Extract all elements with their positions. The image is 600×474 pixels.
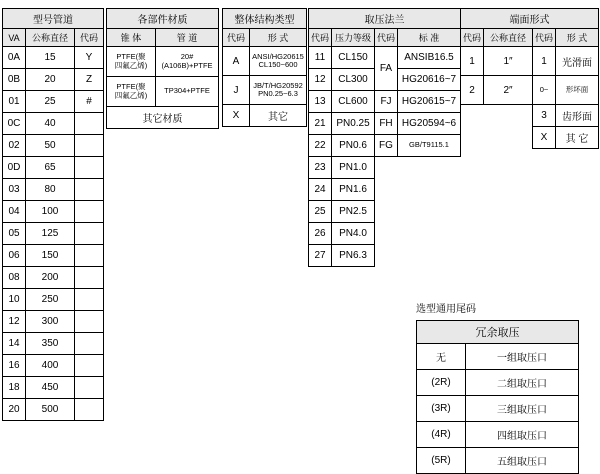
table-cell: 50 xyxy=(26,135,75,157)
table-cell: 150 xyxy=(26,245,75,267)
tail-title: 冗余取压 xyxy=(417,321,579,344)
table-cell: 03 xyxy=(3,179,26,201)
table-cell: 25 xyxy=(26,91,75,113)
spacer xyxy=(375,223,398,245)
table-cell: 其 它 xyxy=(556,127,599,149)
pipe-col-va: VA xyxy=(3,29,26,47)
structure-col-code: 代码 xyxy=(223,29,250,47)
flange-col-code2: 代码 xyxy=(375,29,398,47)
table-cell: 26 xyxy=(309,223,332,245)
table-cell: 40 xyxy=(26,113,75,135)
table-cell: 22 xyxy=(309,135,332,157)
endform-title: 端面形式 xyxy=(461,9,599,29)
table-cell: 05 xyxy=(3,223,26,245)
table-cell: 三组取压口 xyxy=(466,396,579,422)
table-cell: 1″ xyxy=(484,47,533,76)
table-cell: 二组取压口 xyxy=(466,370,579,396)
table-cell: 五组取压口 xyxy=(466,448,579,474)
table-cell: PN6.3 xyxy=(332,245,375,267)
table-cell: 25 xyxy=(309,201,332,223)
table-cell: HG20594~6 xyxy=(398,113,461,135)
table-cell: 80 xyxy=(26,179,75,201)
table-cell: 250 xyxy=(26,289,75,311)
spacer xyxy=(484,105,533,127)
table-cell: 400 xyxy=(26,355,75,377)
flange-col-code: 代码 xyxy=(309,29,332,47)
material-col-cone: 锥 体 xyxy=(107,29,156,47)
table-cell xyxy=(75,333,104,355)
table-cell: 20 xyxy=(26,69,75,91)
table-cell xyxy=(75,311,104,333)
table-cell xyxy=(75,267,104,289)
table-cell xyxy=(75,135,104,157)
table-cell: HG20615~7 xyxy=(398,91,461,113)
table-cell: 光滑面 xyxy=(556,47,599,76)
table-cell xyxy=(75,157,104,179)
table-cell: PN1.6 xyxy=(332,179,375,201)
table-cell: 08 xyxy=(3,267,26,289)
table-cell: # xyxy=(75,91,104,113)
table-cell: 23 xyxy=(309,157,332,179)
spacer xyxy=(375,157,398,179)
pipe-col-dn: 公称直径 xyxy=(26,29,75,47)
flange-col-std: 标 准 xyxy=(398,29,461,47)
table-cell xyxy=(75,179,104,201)
table-cell: PTFE(聚 四氟乙烯) xyxy=(107,47,156,77)
structure-col-form: 形 式 xyxy=(250,29,307,47)
structure-title: 整体结构类型 xyxy=(223,9,307,29)
spacer xyxy=(398,223,461,245)
table-cell: 形坏面 xyxy=(556,76,599,105)
pipe-title: 型号管道 xyxy=(3,9,104,29)
table-cell xyxy=(75,355,104,377)
flange-col-class: 压力等级 xyxy=(332,29,375,47)
table-cell xyxy=(75,289,104,311)
table-cell: 0D xyxy=(3,157,26,179)
material-table xyxy=(106,8,219,129)
table-cell: GB/T9115.1 xyxy=(398,135,461,157)
table-cell: PN0.25 xyxy=(332,113,375,135)
spacer xyxy=(398,157,461,179)
table-cell: 65 xyxy=(26,157,75,179)
table-cell: FA xyxy=(375,47,398,91)
table-cell: 125 xyxy=(26,223,75,245)
table-cell: CL150 xyxy=(332,47,375,69)
spacer xyxy=(398,201,461,223)
table-cell: 0C xyxy=(3,113,26,135)
table-cell: PN4.0 xyxy=(332,223,375,245)
table-cell: 一组取压口 xyxy=(466,344,579,370)
table-cell: 16 xyxy=(3,355,26,377)
table-cell: 21 xyxy=(309,113,332,135)
table-cell: 20#(A106B)+PTFE xyxy=(156,47,219,77)
table-cell: 2 xyxy=(461,76,484,105)
table-cell: 15 xyxy=(26,47,75,69)
table-cell xyxy=(75,223,104,245)
table-cell: 200 xyxy=(26,267,75,289)
table-cell: 01 xyxy=(3,91,26,113)
tail-table xyxy=(416,320,579,474)
table-cell: 14 xyxy=(3,333,26,355)
spacer xyxy=(484,127,533,149)
table-cell: FJ xyxy=(375,91,398,113)
endform-col-code: 代码 xyxy=(461,29,484,47)
table-cell: 3 xyxy=(533,105,556,127)
spacer xyxy=(461,105,484,127)
table-cell: 四组取压口 xyxy=(466,422,579,448)
table-cell: 0B xyxy=(3,69,26,91)
table-cell: 11 xyxy=(309,47,332,69)
table-cell: 2″ xyxy=(484,76,533,105)
table-cell: 0A xyxy=(3,47,26,69)
table-cell: 13 xyxy=(309,91,332,113)
table-cell: 12 xyxy=(3,311,26,333)
spacer xyxy=(375,245,398,267)
material-title: 各部件材质 xyxy=(107,9,219,29)
table-cell: 450 xyxy=(26,377,75,399)
table-cell xyxy=(75,399,104,421)
tail-section-title: 选型通用尾码 xyxy=(416,304,476,315)
table-cell: 18 xyxy=(3,377,26,399)
table-cell: PN1.0 xyxy=(332,157,375,179)
table-cell: CL600 xyxy=(332,91,375,113)
table-cell: 1 xyxy=(533,47,556,76)
table-cell: J xyxy=(223,76,250,105)
pipe-table xyxy=(2,8,104,421)
spacer xyxy=(398,179,461,201)
table-cell: 350 xyxy=(26,333,75,355)
table-cell: 12 xyxy=(309,69,332,91)
table-cell: X xyxy=(533,127,556,149)
table-cell: HG20616~7 xyxy=(398,69,461,91)
table-cell xyxy=(75,377,104,399)
table-cell: 24 xyxy=(309,179,332,201)
table-cell: (4R) xyxy=(417,422,466,448)
spacer xyxy=(461,127,484,149)
table-cell: 无 xyxy=(417,344,466,370)
spacer xyxy=(375,201,398,223)
table-cell: ANSI/HG20615 CL150~600 xyxy=(250,47,307,76)
endform-col-code2: 代码 xyxy=(533,29,556,47)
table-cell: 06 xyxy=(3,245,26,267)
table-cell: PN2.5 xyxy=(332,201,375,223)
table-cell: Z xyxy=(75,69,104,91)
table-cell xyxy=(75,113,104,135)
table-cell: 500 xyxy=(26,399,75,421)
endform-col-dn: 公称直径 xyxy=(484,29,533,47)
table-cell: CL300 xyxy=(332,69,375,91)
spacer xyxy=(375,179,398,201)
table-cell: 300 xyxy=(26,311,75,333)
table-cell: 齿形面 xyxy=(556,105,599,127)
table-cell xyxy=(75,245,104,267)
table-cell: 02 xyxy=(3,135,26,157)
flange-title: 取压法兰 xyxy=(309,9,461,29)
table-cell: Y xyxy=(75,47,104,69)
table-cell: JB/T/HG20592 PN0.25~6.3 xyxy=(250,76,307,105)
table-cell: PN0.6 xyxy=(332,135,375,157)
table-cell: FG xyxy=(375,135,398,157)
table-cell: A xyxy=(223,47,250,76)
table-cell: 0~ xyxy=(533,76,556,105)
flange-table xyxy=(308,8,461,267)
table-cell: 1 xyxy=(461,47,484,76)
endform-col-form: 形 式 xyxy=(556,29,599,47)
table-cell: X xyxy=(223,105,250,127)
table-cell: TP304+PTFE xyxy=(156,77,219,107)
table-cell xyxy=(75,201,104,223)
spacer xyxy=(398,245,461,267)
table-cell: 10 xyxy=(3,289,26,311)
structure-table xyxy=(222,8,307,127)
table-cell: FH xyxy=(375,113,398,135)
table-cell: 其它 xyxy=(250,105,307,127)
material-other: 其它材质 xyxy=(107,107,219,129)
table-cell: 27 xyxy=(309,245,332,267)
table-cell: 20 xyxy=(3,399,26,421)
pipe-col-code: 代码 xyxy=(75,29,104,47)
table-cell: 04 xyxy=(3,201,26,223)
table-cell: ANSIB16.5 xyxy=(398,47,461,69)
table-cell: 100 xyxy=(26,201,75,223)
table-cell: (3R) xyxy=(417,396,466,422)
table-cell: (5R) xyxy=(417,448,466,474)
table-cell: PTFE(聚 四氟乙烯) xyxy=(107,77,156,107)
table-cell: (2R) xyxy=(417,370,466,396)
endform-table xyxy=(460,8,599,149)
material-col-pipe: 管 道 xyxy=(156,29,219,47)
